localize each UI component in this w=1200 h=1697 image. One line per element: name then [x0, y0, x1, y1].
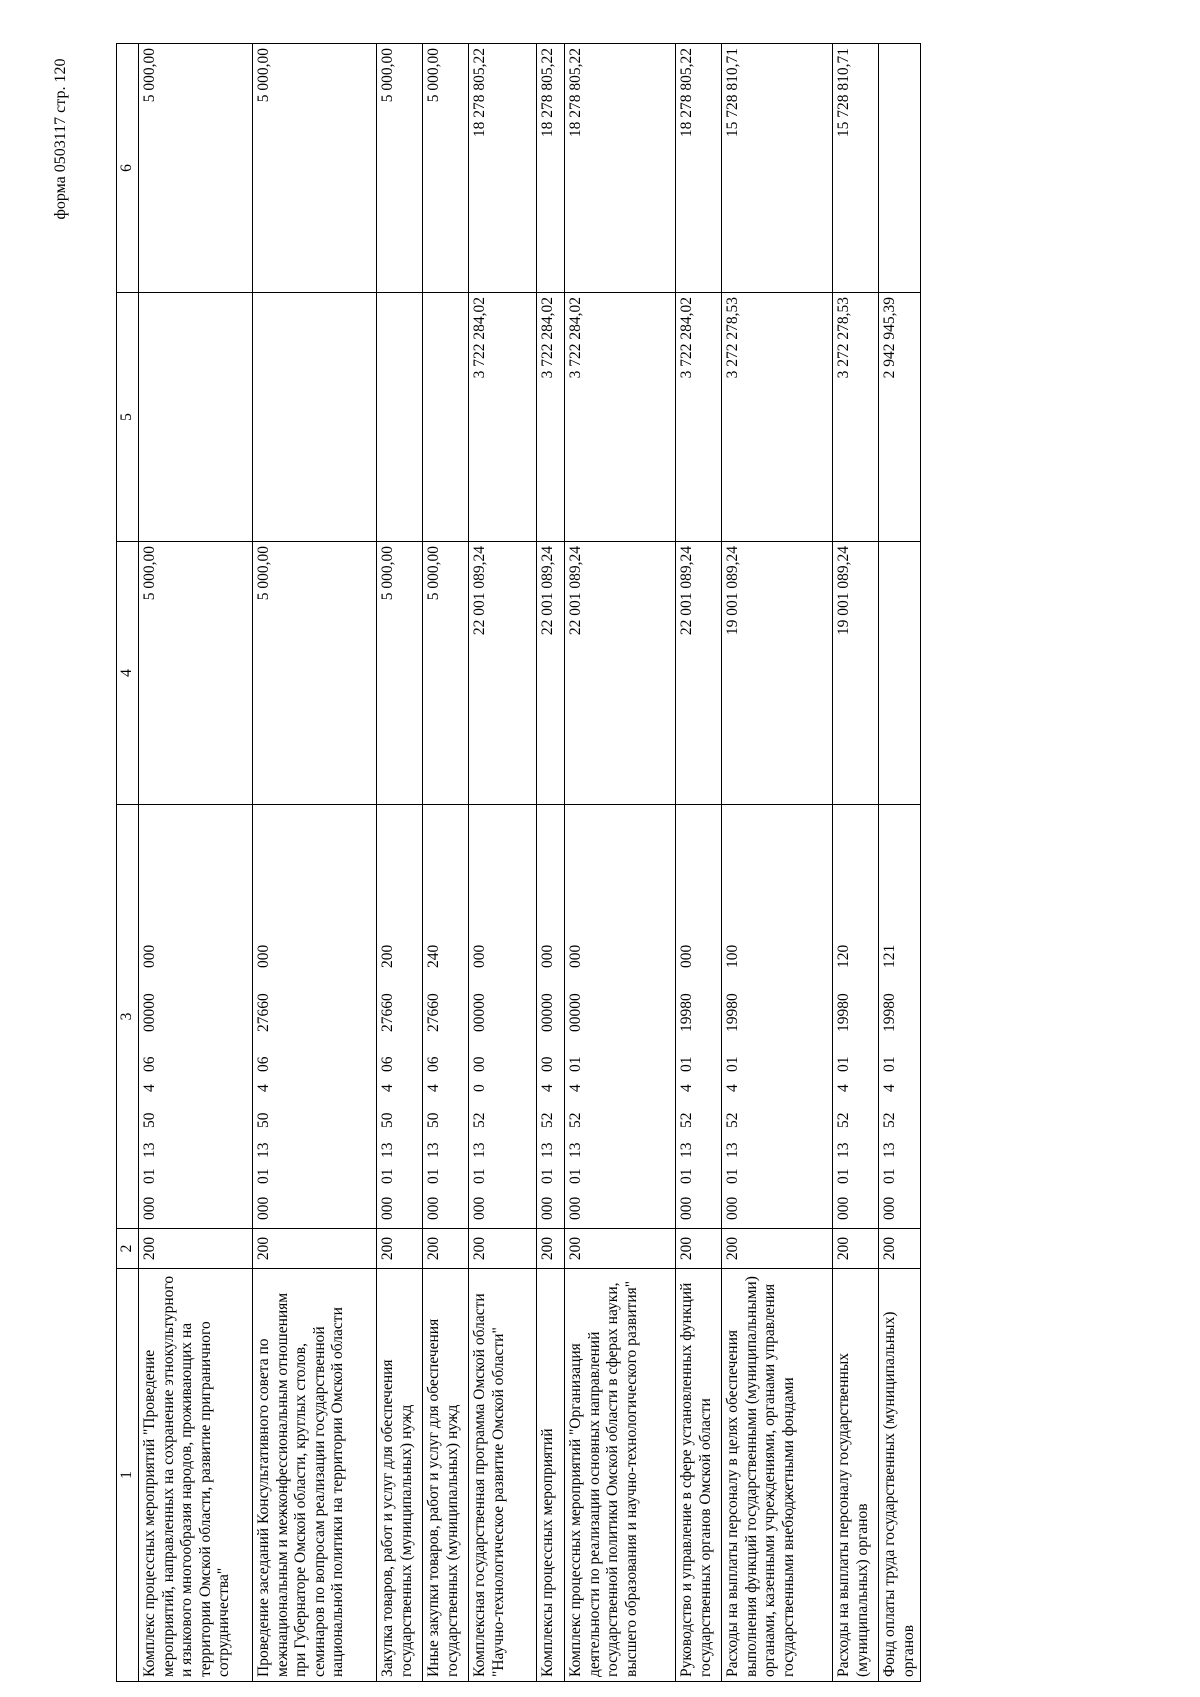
code-segment: 000	[425, 1196, 442, 1220]
code-segment: 52	[678, 1112, 695, 1128]
line-code-cell: 200	[879, 1229, 921, 1269]
table-row	[537, 44, 565, 1682]
row-name-cell: Комплекс процессных мероприятий "Организация деятельности по реализации основных направлений государственной политики Омской области в сферах науки, высшего образования и научно-технологического развития"	[565, 1269, 676, 1682]
unexecuted-amount-cell: 15 728 810,71	[722, 44, 833, 293]
code-segment: 01	[141, 1168, 158, 1184]
code-segment: 13	[255, 1142, 272, 1158]
unexecuted-amount-cell: 15 728 810,71	[833, 44, 879, 293]
line-code-cell: 200	[722, 1229, 833, 1269]
code-segment: 13	[379, 1142, 396, 1158]
classification-code-cell	[469, 805, 537, 1229]
approved-amount-cell: 19 001 089,24	[722, 542, 833, 805]
unexecuted-amount-cell: 5 000,00	[139, 44, 253, 293]
code-segment: 000	[567, 1196, 584, 1220]
line-code-cell: 200	[469, 1229, 537, 1269]
code-segment: 19980	[678, 993, 695, 1032]
column-number-row	[117, 44, 139, 1682]
table-row	[139, 44, 253, 1682]
rotated-page-content	[116, 44, 1042, 1682]
approved-amount-cell	[879, 542, 921, 805]
code-segment: 4	[881, 1084, 898, 1092]
code-segment: 4	[141, 1084, 158, 1092]
code-segment: 06	[141, 1056, 158, 1072]
code-segment: 4	[835, 1084, 852, 1092]
unexecuted-amount-cell: 18 278 805,22	[676, 44, 722, 293]
code-segment: 01	[678, 1056, 695, 1072]
table-row	[833, 44, 879, 1682]
code-segment: 19980	[835, 993, 852, 1032]
executed-amount-cell: 3 722 284,02	[565, 293, 676, 542]
code-segment: 01	[678, 1168, 695, 1184]
code-segment: 01	[567, 1168, 584, 1184]
approved-amount-cell: 22 001 089,24	[676, 542, 722, 805]
code-segment: 00000	[539, 993, 556, 1032]
row-name-cell: Иные закупки товаров, работ и услуг для обеспечения государственных (муниципальных) нужд	[423, 1269, 469, 1682]
code-segment: 00000	[567, 993, 584, 1032]
unexecuted-amount-cell: 5 000,00	[423, 44, 469, 293]
code-segment: 13	[471, 1142, 488, 1158]
code-segment: 52	[881, 1112, 898, 1128]
executed-amount-cell: 3 272 278,53	[722, 293, 833, 542]
code-segment: 4	[379, 1084, 396, 1092]
code-segment: 52	[835, 1112, 852, 1128]
code-segment: 13	[835, 1142, 852, 1158]
code-segment: 4	[678, 1084, 695, 1092]
code-segment: 01	[881, 1168, 898, 1184]
approved-amount-cell: 5 000,00	[377, 542, 423, 805]
code-segment: 50	[425, 1112, 442, 1128]
code-segment: 06	[255, 1056, 272, 1072]
table-row	[377, 44, 423, 1682]
unexecuted-amount-cell: 18 278 805,22	[469, 44, 537, 293]
approved-amount-cell: 22 001 089,24	[537, 542, 565, 805]
code-segment: 01	[425, 1168, 442, 1184]
code-segment: 000	[379, 1196, 396, 1220]
code-segment: 000	[678, 1196, 695, 1220]
line-code-cell: 200	[537, 1229, 565, 1269]
column-header: 3	[117, 805, 139, 1229]
code-segment: 000	[255, 1196, 272, 1220]
classification-code-cell	[253, 805, 377, 1229]
code-segment: 00000	[471, 993, 488, 1032]
code-segment: 52	[567, 1112, 584, 1128]
code-segment: 13	[567, 1142, 584, 1158]
code-segment: 19980	[724, 993, 741, 1032]
code-segment: 00	[471, 1056, 488, 1072]
row-name-cell: Руководство и управление в сфере установленных функций государственных органов Омской области	[676, 1269, 722, 1682]
code-segment: 13	[724, 1142, 741, 1158]
form-page-label-text: форма 0503117 стр. 120	[52, 58, 69, 220]
line-code-cell: 200	[253, 1229, 377, 1269]
column-header: 1	[117, 1269, 139, 1682]
expenditure-table	[116, 43, 921, 1682]
line-code-cell: 200	[377, 1229, 423, 1269]
row-name-cell: Закупка товаров, работ и услуг для обеспечения государственных (муниципальных) нужд	[377, 1269, 423, 1682]
unexecuted-amount-cell: 18 278 805,22	[537, 44, 565, 293]
code-segment: 13	[678, 1142, 695, 1158]
code-segment: 27660	[425, 993, 442, 1032]
code-segment: 01	[835, 1056, 852, 1072]
executed-amount-cell: 3 272 278,53	[833, 293, 879, 542]
approved-amount-cell: 19 001 089,24	[833, 542, 879, 805]
code-segment: 52	[471, 1112, 488, 1128]
code-segment: 000	[724, 1196, 741, 1220]
approved-amount-cell: 22 001 089,24	[565, 542, 676, 805]
code-segment: 01	[724, 1168, 741, 1184]
column-header: 4	[117, 542, 139, 805]
row-name-cell: Комплекс процессных мероприятий "Проведение мероприятий, направленных на сохранение этнокультурного и языкового многообразия народов, проживающих на территории Омской области, развитие приграничного сотрудничества"	[139, 1269, 253, 1682]
line-code-cell: 200	[676, 1229, 722, 1269]
classification-code-cell	[139, 805, 253, 1229]
code-segment: 000	[567, 944, 584, 968]
code-segment: 4	[539, 1084, 556, 1092]
executed-amount-cell	[253, 293, 377, 542]
code-segment: 000	[678, 944, 695, 968]
code-segment: 000	[141, 944, 158, 968]
classification-code-cell	[833, 805, 879, 1229]
code-segment: 121	[881, 944, 898, 968]
executed-amount-cell: 3 722 284,02	[676, 293, 722, 542]
code-segment: 13	[141, 1142, 158, 1158]
column-header: 2	[117, 1229, 139, 1269]
table-row	[469, 44, 537, 1682]
code-segment: 52	[724, 1112, 741, 1128]
unexecuted-amount-cell: 5 000,00	[377, 44, 423, 293]
code-segment: 50	[379, 1112, 396, 1128]
line-code-cell: 200	[565, 1229, 676, 1269]
table-row	[253, 44, 377, 1682]
row-name-cell: Расходы на выплаты персоналу государственных (муниципальных) органов	[833, 1269, 879, 1682]
code-segment: 13	[539, 1142, 556, 1158]
row-name-cell: Комплексная государственная программа Омской области "Научно-технологическое развитие Омской области"	[469, 1269, 537, 1682]
column-header: 6	[117, 44, 139, 293]
classification-code-cell	[676, 805, 722, 1229]
code-segment: 01	[567, 1056, 584, 1072]
code-segment: 13	[881, 1142, 898, 1158]
table-row	[565, 44, 676, 1682]
row-name-cell: Проведение заседаний Консультативного совета по межнациональным и межконфессиональным отношениям при Губернаторе Омской области, круглых столов, семинаров по вопросам реализации государственной национальной политики на территории Омской области	[253, 1269, 377, 1682]
code-segment: 52	[539, 1112, 556, 1128]
code-segment: 0	[471, 1084, 488, 1092]
approved-amount-cell: 5 000,00	[423, 542, 469, 805]
approved-amount-cell: 22 001 089,24	[469, 542, 537, 805]
code-segment: 100	[724, 944, 741, 968]
row-name-cell: Комплексы процессных мероприятий	[537, 1269, 565, 1682]
classification-code-cell	[537, 805, 565, 1229]
code-segment: 000	[141, 1196, 158, 1220]
column-header: 5	[117, 293, 139, 542]
executed-amount-cell	[423, 293, 469, 542]
unexecuted-amount-cell: 18 278 805,22	[565, 44, 676, 293]
code-segment: 27660	[255, 993, 272, 1032]
code-segment: 200	[379, 944, 396, 968]
code-segment: 06	[425, 1056, 442, 1072]
classification-code-cell	[722, 805, 833, 1229]
row-name-cell: Фонд оплаты труда государственных (муниципальных) органов	[879, 1269, 921, 1682]
code-segment: 4	[724, 1084, 741, 1092]
code-segment: 13	[425, 1142, 442, 1158]
table-row	[676, 44, 722, 1682]
unexecuted-amount-cell	[879, 44, 921, 293]
line-code-cell: 200	[423, 1229, 469, 1269]
code-segment: 4	[255, 1084, 272, 1092]
code-segment: 000	[255, 944, 272, 968]
line-code-cell: 200	[833, 1229, 879, 1269]
code-segment: 00000	[141, 993, 158, 1032]
classification-code-cell	[377, 805, 423, 1229]
code-segment: 50	[255, 1112, 272, 1128]
code-segment: 27660	[379, 993, 396, 1032]
code-segment: 120	[835, 944, 852, 968]
classification-code-cell	[565, 805, 676, 1229]
code-segment: 000	[539, 1196, 556, 1220]
code-segment: 240	[425, 944, 442, 968]
code-segment: 000	[471, 944, 488, 968]
executed-amount-cell	[139, 293, 253, 542]
code-segment: 000	[471, 1196, 488, 1220]
code-segment: 01	[881, 1056, 898, 1072]
executed-amount-cell: 3 722 284,02	[469, 293, 537, 542]
code-segment: 000	[835, 1196, 852, 1220]
table-row	[722, 44, 833, 1682]
code-segment: 06	[379, 1056, 396, 1072]
code-segment: 4	[425, 1084, 442, 1092]
executed-amount-cell	[377, 293, 423, 542]
classification-code-cell	[423, 805, 469, 1229]
code-segment: 01	[255, 1168, 272, 1184]
code-segment: 01	[724, 1056, 741, 1072]
table-row	[423, 44, 469, 1682]
code-segment: 000	[539, 944, 556, 968]
unexecuted-amount-cell: 5 000,00	[253, 44, 377, 293]
table-row	[879, 44, 921, 1682]
row-name-cell: Расходы на выплаты персоналу в целях обеспечения выполнения функций государственными (муниципальными) органами, казенными учреждениями, органами управления государственными внебюджетными фондами	[722, 1269, 833, 1682]
code-segment: 01	[471, 1168, 488, 1184]
approved-amount-cell: 5 000,00	[139, 542, 253, 805]
line-code-cell: 200	[139, 1229, 253, 1269]
code-segment: 000	[881, 1196, 898, 1220]
form-page-label	[44, 24, 78, 254]
code-segment: 01	[539, 1168, 556, 1184]
classification-code-cell	[879, 805, 921, 1229]
approved-amount-cell: 5 000,00	[253, 542, 377, 805]
executed-amount-cell: 2 942 945,39	[879, 293, 921, 542]
code-segment: 01	[835, 1168, 852, 1184]
code-segment: 00	[539, 1056, 556, 1072]
code-segment: 01	[379, 1168, 396, 1184]
code-segment: 19980	[881, 993, 898, 1032]
executed-amount-cell: 3 722 284,02	[537, 293, 565, 542]
code-segment: 4	[567, 1084, 584, 1092]
code-segment: 50	[141, 1112, 158, 1128]
